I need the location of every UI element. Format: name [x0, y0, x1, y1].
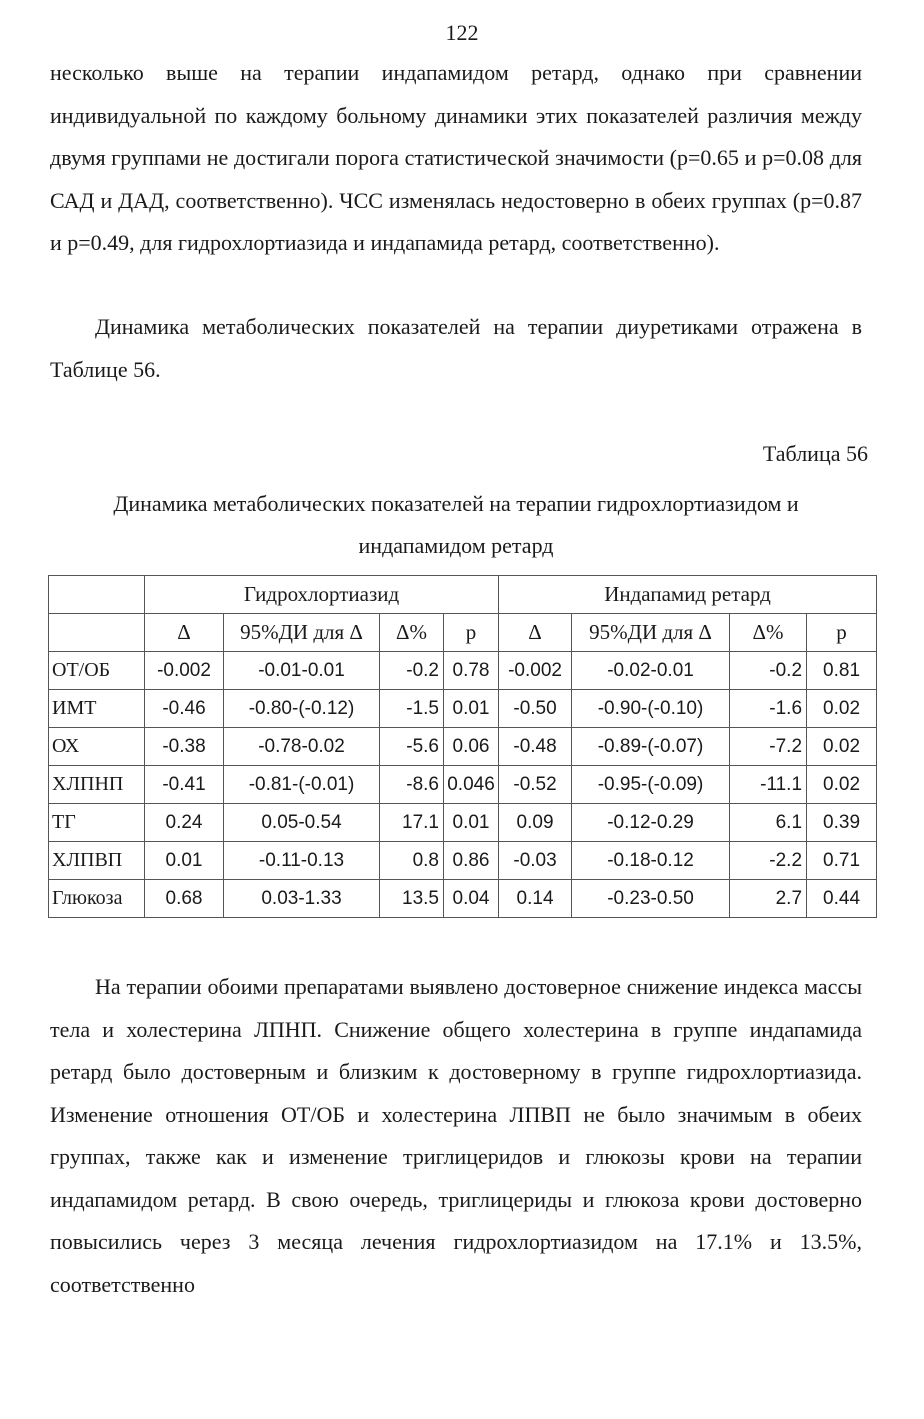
table-caption: Динамика метаболических показателей на терапии гидрохлортиазидом и индапамидом ретард: [113, 491, 799, 558]
table-cell: 0.02: [807, 690, 877, 728]
table-cell: -0.80-(-0.12): [224, 690, 380, 728]
table-cell: -8.6: [380, 766, 444, 804]
table-cell: -0.95-(-0.09): [572, 766, 730, 804]
sub-header-delta: Δ: [145, 614, 224, 652]
sub-header-row: [49, 614, 877, 652]
table-cell: 17.1: [380, 804, 444, 842]
table-cell: 0.04: [444, 880, 499, 918]
table-cell: -0.11-0.13: [224, 842, 380, 880]
group-header-hydrochlorothiazide: Гидрохлортиазид: [145, 576, 499, 614]
table-row: [49, 804, 877, 842]
sub-header-p: p: [444, 614, 499, 652]
table-cell: 0.06: [444, 728, 499, 766]
table-cell: 13.5: [380, 880, 444, 918]
table-cell: -0.12-0.29: [572, 804, 730, 842]
row-label: ОХ: [49, 728, 145, 766]
table-cell: -11.1: [730, 766, 807, 804]
table-cell: -5.6: [380, 728, 444, 766]
table-cell: -1.5: [380, 690, 444, 728]
table-cell: -7.2: [730, 728, 807, 766]
table-cell: 0.86: [444, 842, 499, 880]
table-cell: 0.24: [145, 804, 224, 842]
table-cell: 0.44: [807, 880, 877, 918]
table-row: [49, 766, 877, 804]
table-cell: -1.6: [730, 690, 807, 728]
table-cell: 0.71: [807, 842, 877, 880]
corner-cell: [49, 576, 145, 614]
table-cell: -0.18-0.12: [572, 842, 730, 880]
table-cell: -0.002: [145, 652, 224, 690]
table-cell: -0.2: [380, 652, 444, 690]
table-cell: 0.09: [499, 804, 572, 842]
table-cell: -0.002: [499, 652, 572, 690]
table-cell: 0.39: [807, 804, 877, 842]
table-cell: 0.02: [807, 728, 877, 766]
table-row: [49, 728, 877, 766]
table-cell: 0.046: [444, 766, 499, 804]
table-row: [49, 842, 877, 880]
table-cell: -0.50: [499, 690, 572, 728]
table-label: Таблица 56: [762, 441, 868, 466]
table-row: [49, 652, 877, 690]
table-cell: -0.48: [499, 728, 572, 766]
table-cell: 0.01: [444, 690, 499, 728]
table-cell: -0.01-0.01: [224, 652, 380, 690]
table-cell: -0.02-0.01: [572, 652, 730, 690]
row-label: Глюкоза: [49, 880, 145, 918]
table-cell: -2.2: [730, 842, 807, 880]
table-cell: 2.7: [730, 880, 807, 918]
table-cell: -0.03: [499, 842, 572, 880]
sub-header-delta-percent: Δ%: [730, 614, 807, 652]
sub-header-delta: Δ: [499, 614, 572, 652]
metabolic-table: [48, 575, 877, 918]
table-cell: -0.89-(-0.07): [572, 728, 730, 766]
table-cell: 0.8: [380, 842, 444, 880]
table-cell: 0.01: [444, 804, 499, 842]
paragraph-3: На терапии обоими препаратами выявлено достоверное снижение индекса массы тела и холестерина ЛПНП. Снижение общего холестерина в группе индапамида ретард было достоверным и близким к достоверному в группе гидрохлортиазида. Изменение отношения ОТ/ОБ и холестерина ЛПВП не было значимым в обеих группах, также как и изменение триглицеридов и глюкозы крови на терапии индапамидом ретард. В свою очередь, триглицериды и глюкоза крови достоверно повысились через 3 месяца лечения гидрохлортиазидом на 17.1% и 13.5%, соответственно: [50, 974, 862, 1297]
sub-header-ci: 95%ДИ для Δ: [572, 614, 730, 652]
table-cell: 0.68: [145, 880, 224, 918]
table-cell: 0.81: [807, 652, 877, 690]
table-cell: 0.02: [807, 766, 877, 804]
group-header-indapamide: Индапамид ретард: [499, 576, 877, 614]
table-cell: -0.46: [145, 690, 224, 728]
table-cell: 0.01: [145, 842, 224, 880]
table-cell: 0.78: [444, 652, 499, 690]
row-label: ОТ/ОБ: [49, 652, 145, 690]
paragraph-1: несколько выше на терапии индапамидом ретард, однако при сравнении индивидуальной по каждому больному динамики этих показателей различия между двумя группами не достигали порога статистической значимости (p=0.65 и p=0.08 для САД и ДАД, соответственно). ЧСС изменялась недостоверно в обеих группах (p=0.87 и p=0.49, для гидрохлортиазида и индапамида ретард, соответственно).: [50, 60, 862, 255]
row-label: ХЛПВП: [49, 842, 145, 880]
page-number: 122: [445, 20, 479, 45]
table-cell: 0.14: [499, 880, 572, 918]
corner-cell: [49, 614, 145, 652]
sub-header-delta-percent: Δ%: [380, 614, 444, 652]
row-label: ТГ: [49, 804, 145, 842]
table-cell: -0.52: [499, 766, 572, 804]
table-cell: -0.81-(-0.01): [224, 766, 380, 804]
table-cell: -0.41: [145, 766, 224, 804]
table-cell: -0.38: [145, 728, 224, 766]
table-body: [49, 576, 877, 918]
table-cell: -0.23-0.50: [572, 880, 730, 918]
table-cell: -0.90-(-0.10): [572, 690, 730, 728]
sub-header-p: p: [807, 614, 877, 652]
group-header-row: [49, 576, 877, 614]
sub-header-ci: 95%ДИ для Δ: [224, 614, 380, 652]
row-label: ИМТ: [49, 690, 145, 728]
table-cell: -0.2: [730, 652, 807, 690]
table-cell: 0.03-1.33: [224, 880, 380, 918]
table-cell: -0.78-0.02: [224, 728, 380, 766]
row-label: ХЛПНП: [49, 766, 145, 804]
table-cell: 0.05-0.54: [224, 804, 380, 842]
paragraph-2: Динамика метаболических показателей на терапии диуретиками отражена в Таблице 56.: [50, 314, 862, 382]
table-row: [49, 690, 877, 728]
table-row: [49, 880, 877, 918]
table-cell: 6.1: [730, 804, 807, 842]
